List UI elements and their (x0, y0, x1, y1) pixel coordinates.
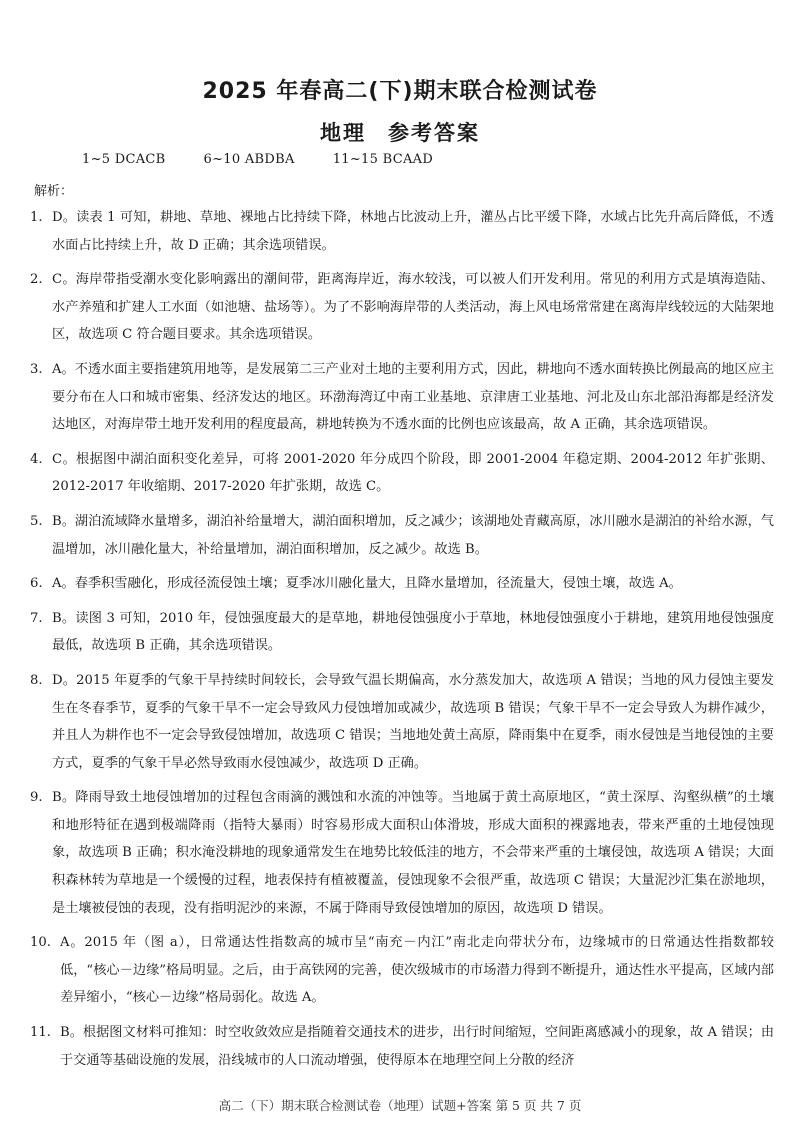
analysis-item-10 (30, 929, 774, 1012)
item-number: 9. (30, 790, 43, 806)
item-number: 4. (30, 451, 43, 467)
analysis-item-5 (30, 508, 774, 563)
item-number: 6. (30, 576, 43, 592)
page-footer: 高二（下）期末联合检测试卷（地理）试题+答案 第 5 页 共 7 页 (218, 1098, 582, 1113)
analysis-label: 解析： (34, 184, 74, 199)
item-text: D。2015 年夏季的气象干旱持续时间较长，会导致气温长期偏高，水分蒸发加大，故选项 A 错误；当地的风力侵蚀主要发生在冬春季节，夏季的气象干旱不一定会导致风力侵蚀增加或减少，故选项 B 错误；气象干旱不一定会导致人为耕作减少，并且人为耕作也不一定会导致侵蚀增加，故选项 C 错误；当地地处黄土高原，降雨集中在夏季，雨水侵蚀是当地侵蚀的主要方式，夏季的气象干旱必然导致雨水侵蚀减少，故选项 D 正确。 (52, 672, 774, 771)
analysis-item-9 (30, 784, 774, 922)
analysis-item-11 (30, 1019, 774, 1074)
analysis-item-8 (30, 667, 774, 777)
answer-group-6-10: 6~10 ABDBA (203, 152, 295, 167)
exam-title: 2025 年春高二(下)期末联合检测试卷 (202, 79, 598, 104)
analysis-item-7 (30, 605, 774, 660)
item-text: B。湖泊流域降水量增多，湖泊补给量增大，湖泊面积增加，反之减少；该湖地处青藏高原，冰川融水是湖泊的补给水源，气温增加，冰川融化量大，补给量增加，湖泊面积增加，反之减少。故选 B。 (52, 513, 774, 557)
item-number: 7. (30, 610, 43, 626)
item-text: B。根据图文材料可推知：时空收敛效应是指随着交通技术的进步，出行时间缩短，空间距离感减小的现象，故 A 错误；由于交通等基础设施的发展，沿线城市的人口流动增强，使得原本在地理空间上分散的经济 (60, 1025, 774, 1068)
subject-label: 地理 (320, 121, 366, 145)
analysis-item-3 (30, 356, 774, 439)
item-text: B。降雨导致土地侵蚀增加的过程包含雨滴的溅蚀和水流的冲蚀等。当地属于黄土高原地区，“黄土深厚、沟壑纵横”的土壤和地形特征在遇到极端降雨（指特大暴雨）时容易形成大面积山体滑坡，形成大面积的裸露地表，带来严重的土地侵蚀现象，故选项 B 正确；积水淹没耕地的现象通常发生在地势比较低洼的地方，不会带来严重的土壤侵蚀，故选项 A 错误；大面积森林转为草地是一个缓慢的过程，地表保持有植被覆盖，侵蚀现象不会很严重，故选项 C 错误；大量泥沙汇集在淤地坝，是土壤被侵蚀的表现，没有指明泥沙的来源，不属于降雨导致侵蚀增加的原因，故选项 D 错误。 (52, 790, 774, 916)
item-number: 10. (30, 935, 51, 951)
item-text: C。海岸带指受潮水变化影响露出的潮间带，距离海岸近，海水较浅，可以被人们开发利用。常见的利用方式是填海造陆、水产养殖和扩建人工水面（如池塘、盐场等）。为了不影响海岸带的人类活动，海上风电场常常建在离海岸线较远的大陆架地区，故选项 C 符合题目要求。其余选项错误。 (52, 272, 774, 343)
item-text: A。春季积雪融化，形成径流侵蚀土壤；夏季冰川融化量大，且降水量增加，径流量大，侵蚀土壤，故选 A。 (52, 576, 682, 592)
item-number: 2. (30, 272, 43, 288)
analysis-item-2 (30, 266, 774, 349)
item-number: 1. (30, 210, 43, 225)
answer-key-label: 参考答案 (388, 121, 480, 145)
answer-key-heading (0, 117, 800, 147)
item-text: C。根据图中湖泊面积变化差异，可将 2001-2020 年分成四个阶段，即 2001-2004 年稳定期、2004-2012 年扩张期、2012-2017 年收缩期、2017-2020 年扩张期，故选 C。 (52, 451, 774, 495)
item-number: 11. (30, 1025, 51, 1041)
item-number: 3. (30, 361, 43, 377)
item-text: A。不透水面主要指建筑用地等，是发展第二三产业对土地的主要利用方式，因此，耕地向不透水面转换比例最高的地区应主要分布在人口和城市密集、经济发达的地区。环渤海湾辽中南工业基地、京津唐工业基地、河北及山东北部沿海都是经济发达地区，对海岸带土地开发利用的程度最高，耕地转换为不透水面的比例也应该最高，故 A 正确，其余选项错误。 (52, 361, 774, 433)
item-number: 8. (30, 672, 43, 688)
item-text: A。2015 年（图 a），日常通达性指数高的城市呈“南充－内江”南北走向带状分布，边缘城市的日常通达性指数都较低，“核心－边缘”格局明显。之后，由于高铁网的完善，使次级城市的市场潜力得到不断提升，通达性水平提高，区域内部差异缩小，“核心－边缘”格局弱化。故选 A。 (60, 935, 774, 1006)
answer-key-row (82, 152, 433, 167)
analysis-item-1 (30, 204, 774, 259)
item-text: B。读图 3 可知，2010 年，侵蚀强度最大的是草地，耕地侵蚀强度小于草地，林地侵蚀强度小于耕地，建筑用地侵蚀强度最低，故选项 B 正确，其余选项错误。 (52, 610, 774, 654)
analysis-item-4 (30, 446, 774, 501)
answer-group-11-15: 11~15 BCAAD (332, 152, 434, 167)
item-number: 5. (30, 513, 43, 529)
analysis-list (30, 204, 774, 1081)
answer-group-1-5: 1~5 DCACB (82, 152, 166, 167)
item-text: D。读表 1 可知，耕地、草地、裸地占比持续下降，林地占比波动上升，灌丛占比平缓下降，水域占比先升高后降低，不透水面占比持续上升，故 D 正确；其余选项错误。 (52, 210, 774, 253)
analysis-item-6 (30, 570, 774, 598)
